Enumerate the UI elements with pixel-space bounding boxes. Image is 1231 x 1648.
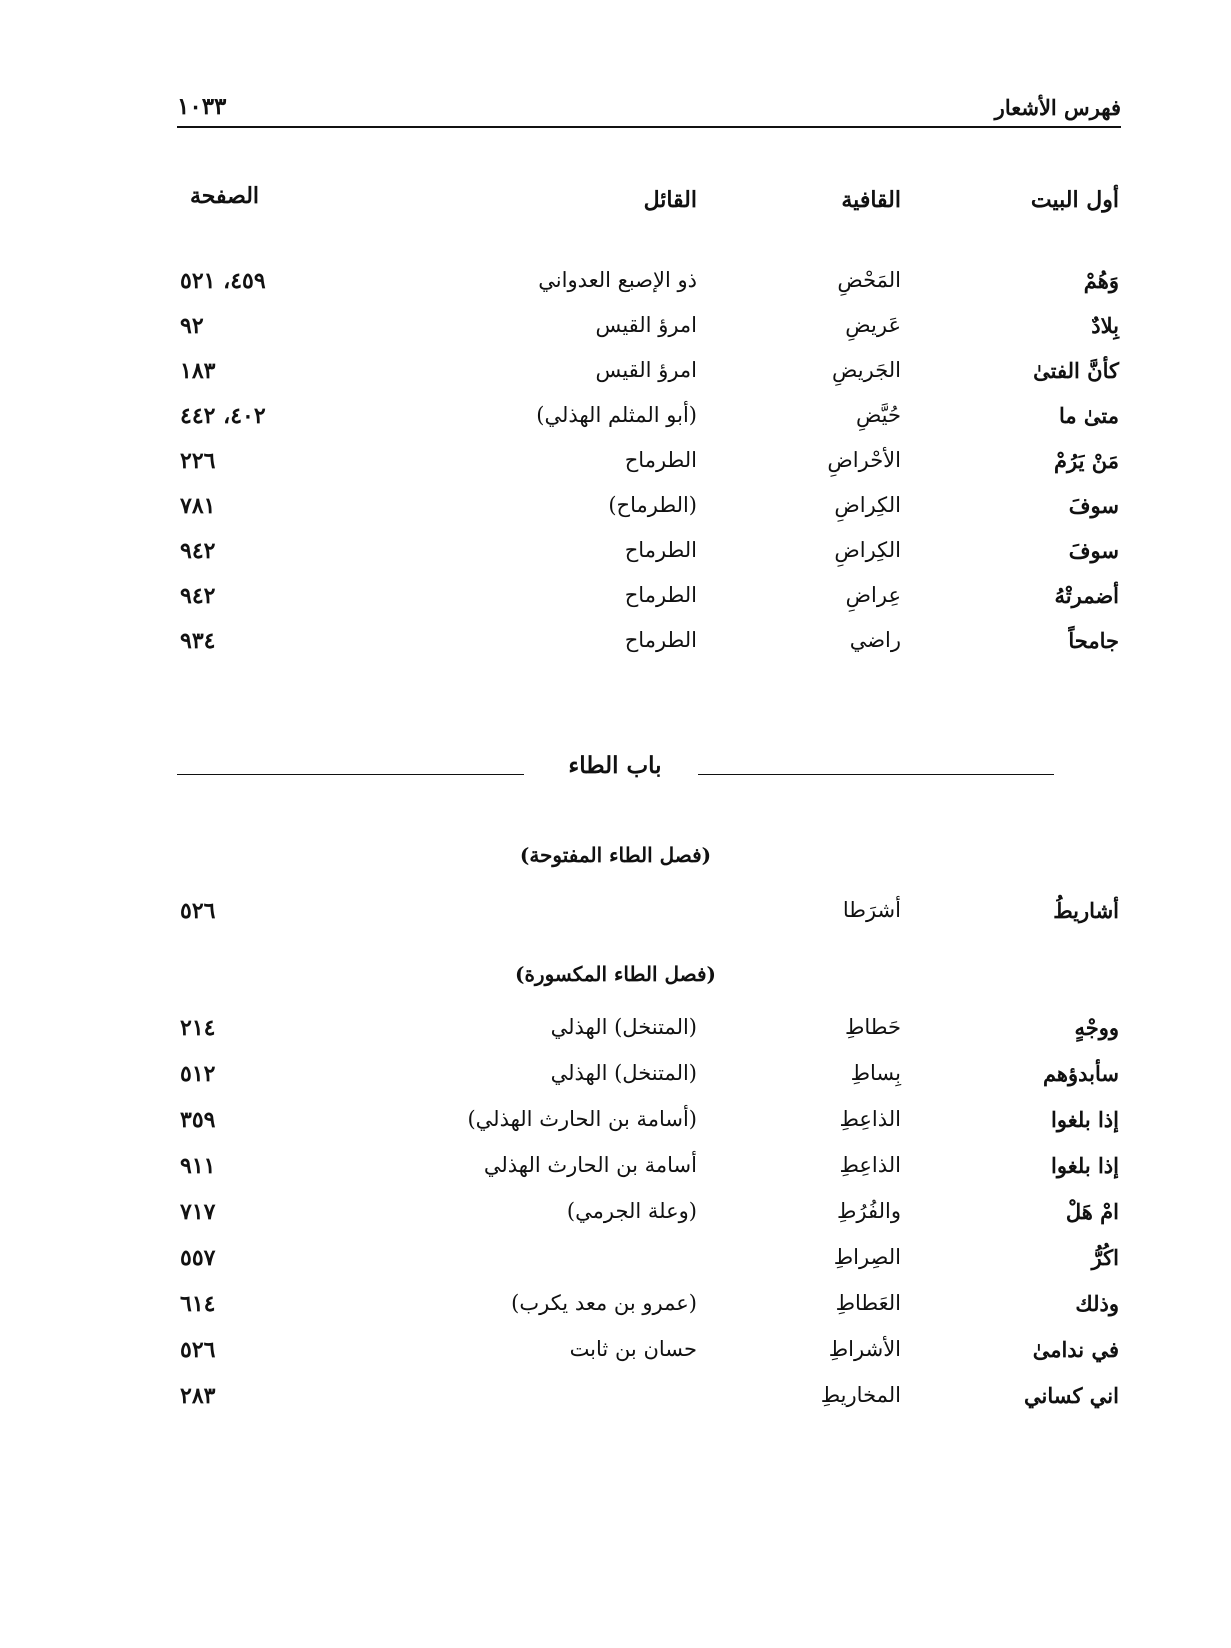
first-line-cell: إذا بلغوا bbox=[1051, 1107, 1119, 1132]
first-line-cell: كأنَّ الفتىٰ bbox=[1033, 358, 1119, 383]
poet-cell: (الطرماح) bbox=[608, 493, 697, 517]
poet-cell: امرؤ القيس bbox=[595, 313, 697, 337]
rhyme-cell: العَطاطِ bbox=[835, 1291, 901, 1315]
first-line-cell: ووجْهٍ bbox=[1074, 1015, 1119, 1040]
page-cell: ٩١١ bbox=[180, 1153, 216, 1179]
first-line-cell: جامحاً bbox=[1068, 628, 1119, 653]
column-header-first-line: أول البيت bbox=[1030, 187, 1119, 213]
rhyme-cell: الأشراطِ bbox=[828, 1337, 901, 1361]
page-cell: ١٨٣ bbox=[180, 358, 216, 384]
table-row bbox=[0, 628, 1231, 668]
page-cell: ٤٥٩، ٥٢١ bbox=[180, 268, 266, 294]
page-cell: ٥٥٧ bbox=[180, 1245, 216, 1271]
page-cell: ٧٨١ bbox=[180, 493, 216, 519]
rhyme-cell: الذاعِطِ bbox=[839, 1107, 901, 1131]
first-line-cell: سوفَ bbox=[1068, 538, 1119, 563]
poet-cell: (المتنخل) الهذلي bbox=[550, 1061, 697, 1085]
first-line-cell: اني كساني bbox=[1024, 1383, 1119, 1408]
poet-cell: (وعلة الجرمي) bbox=[566, 1199, 697, 1223]
poet-cell: الطرماح bbox=[624, 448, 697, 472]
poet-cell: (أسامة بن الحارث الهذلي) bbox=[467, 1107, 697, 1131]
page-cell: ٥٢٦ bbox=[180, 898, 216, 924]
rhyme-cell: راضي bbox=[849, 628, 901, 652]
page-number: ١٠٣٣ bbox=[177, 93, 227, 120]
page-cell: ٩٤٢ bbox=[180, 538, 216, 564]
rhyme-cell: حُيَّضِ bbox=[855, 403, 901, 427]
table-row bbox=[0, 538, 1231, 578]
page-cell: ٥١٢ bbox=[180, 1061, 216, 1087]
table-row bbox=[0, 1383, 1231, 1423]
table-row bbox=[0, 583, 1231, 623]
rhyme-cell: والفُرُطِ bbox=[836, 1199, 901, 1223]
poet-cell: (أبو المثلم الهذلي) bbox=[536, 403, 697, 427]
rhyme-cell: الكِراضِ bbox=[834, 493, 901, 517]
page-cell: ٩٣٤ bbox=[180, 628, 216, 654]
first-line-cell: أضمرتْهُ bbox=[1054, 583, 1119, 608]
poet-cell: الطرماح bbox=[624, 628, 697, 652]
rhyme-cell: الصِراطِ bbox=[833, 1245, 901, 1269]
first-line-cell: سوفَ bbox=[1068, 493, 1119, 518]
table-row bbox=[0, 313, 1231, 353]
chapter-heading bbox=[0, 752, 1231, 792]
poet-cell: امرؤ القيس bbox=[595, 358, 697, 382]
header-rule bbox=[177, 126, 1121, 128]
rhyme-cell: المخاريطِ bbox=[820, 1383, 901, 1407]
first-line-cell: وَهُمْ bbox=[1083, 268, 1119, 293]
poet-cell: الطرماح bbox=[624, 583, 697, 607]
page-cell: ٥٢٦ bbox=[180, 1337, 216, 1363]
table-row bbox=[0, 1337, 1231, 1377]
first-line-cell: مَنْ يَرُمْ bbox=[1054, 448, 1119, 473]
page-cell: ٩٢ bbox=[180, 313, 204, 339]
first-line-cell: وذلك bbox=[1075, 1291, 1119, 1316]
first-line-cell: إذا بلغوا bbox=[1051, 1153, 1119, 1178]
rhyme-cell: عِراضِ bbox=[845, 583, 901, 607]
section-title-fatha: (فصل الطاء المفتوحة) bbox=[519, 843, 712, 867]
first-line-cell: امْ هَلْ bbox=[1065, 1199, 1119, 1224]
chapter-rule-left bbox=[177, 774, 524, 775]
page-cell: ٩٤٢ bbox=[180, 583, 216, 609]
column-header-page: الصفحة bbox=[190, 183, 260, 209]
table-row bbox=[0, 898, 1231, 938]
table-row bbox=[0, 403, 1231, 443]
table-row bbox=[0, 358, 1231, 398]
page-cell: ٧١٧ bbox=[180, 1199, 216, 1225]
page-cell: ٦١٤ bbox=[180, 1291, 216, 1317]
table-row bbox=[0, 1107, 1231, 1147]
poet-cell: حسان بن ثابت bbox=[569, 1337, 697, 1361]
page-cell: ٢٨٣ bbox=[180, 1383, 216, 1409]
chapter-title: باب الطاء bbox=[568, 752, 662, 779]
table-row bbox=[0, 1061, 1231, 1101]
column-header-poet: القائل bbox=[643, 187, 697, 213]
rhyme-cell: الأحْراضِ bbox=[827, 448, 901, 472]
poet-cell: (عمرو بن معد يكرب) bbox=[511, 1291, 697, 1315]
running-title: فهرس الأشعار bbox=[994, 95, 1121, 120]
poet-cell: ذو الإصبع العدواني bbox=[538, 268, 697, 292]
first-line-cell: سأبدؤهم bbox=[1042, 1061, 1119, 1086]
first-line-cell: اكُرُّ bbox=[1091, 1245, 1119, 1270]
table-row bbox=[0, 1291, 1231, 1331]
section-title-kasra: (فصل الطاء المكسورة) bbox=[514, 962, 717, 986]
first-line-cell: متىٰ ما bbox=[1058, 403, 1119, 428]
rhyme-cell: الجَريضِ bbox=[832, 358, 901, 382]
table-row bbox=[0, 493, 1231, 533]
first-line-cell: في ندامىٰ bbox=[1032, 1337, 1119, 1362]
first-line-cell: بِلادٌ bbox=[1091, 313, 1119, 338]
rhyme-cell: الذاعِطِ bbox=[839, 1153, 901, 1177]
page-cell: ٢١٤ bbox=[180, 1015, 216, 1041]
page-cell: ٢٢٦ bbox=[180, 448, 216, 474]
table-row bbox=[0, 268, 1231, 308]
column-header-rhyme: القافية bbox=[841, 187, 901, 213]
table-row bbox=[0, 448, 1231, 488]
table-row bbox=[0, 1199, 1231, 1239]
rhyme-cell: بِساطِ bbox=[850, 1061, 901, 1085]
rhyme-cell: أشرَطا bbox=[842, 898, 901, 922]
page-cell: ٤٠٢، ٤٤٢ bbox=[180, 403, 266, 429]
table-row bbox=[0, 1153, 1231, 1193]
rhyme-cell: حَطاطِ bbox=[844, 1015, 901, 1039]
chapter-rule-right bbox=[698, 774, 1054, 775]
rhyme-cell: عَريضِ bbox=[845, 313, 901, 337]
rhyme-cell: الكِراضِ bbox=[834, 538, 901, 562]
rhyme-cell: المَحْضِ bbox=[837, 268, 901, 292]
table-row bbox=[0, 1015, 1231, 1055]
poet-cell: أسامة بن الحارث الهذلي bbox=[483, 1153, 697, 1177]
table-row bbox=[0, 1245, 1231, 1285]
poet-cell: (المتنخل) الهذلي bbox=[550, 1015, 697, 1039]
poet-cell: الطرماح bbox=[624, 538, 697, 562]
first-line-cell: أشاريطُ bbox=[1053, 898, 1119, 923]
page-cell: ٣٥٩ bbox=[180, 1107, 216, 1133]
